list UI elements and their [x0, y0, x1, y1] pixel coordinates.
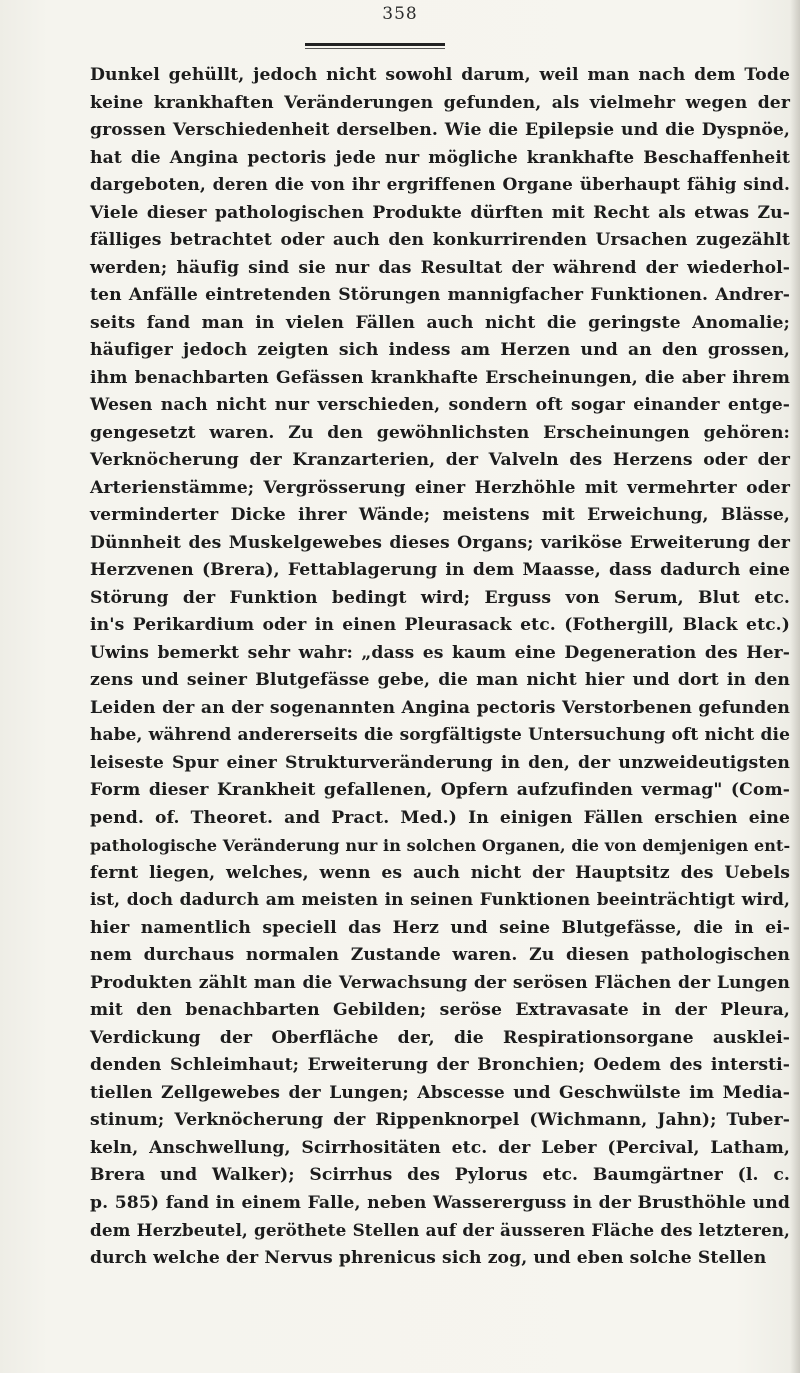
text-line: pend. of. Theoret. and Pract. Med.) In einigen Fällen erschien eine [90, 807, 790, 828]
text-line: keine krankhaften Veränderungen gefunden, als vielmehr wegen der [90, 92, 790, 113]
text-line: Verknöcherung der Kranzarterien, der Valveln des Herzens oder der [90, 450, 790, 470]
text-line: Arterienstämme; Vergrösserung einer Herzhöhle mit vermehrter oder [90, 477, 790, 498]
text-line: in's Perikardium oder in einen Pleurasack etc. (Fothergill, Black etc.) [90, 615, 790, 635]
text-line: mit den benachbarten Gebilden; seröse Extravasate in der Pleura, [90, 1000, 790, 1020]
text-line: durch welche der Nervus phrenicus sich zog, und eben solche Stellen [90, 1247, 767, 1268]
text-line: keln, Anschwellung, Scirrhositäten etc. der Leber (Percival, Latham, [90, 1137, 790, 1158]
text-line: Störung der Funktion bedingt wird; Erguss von Serum, Blut etc. [90, 587, 790, 608]
text-line: seits fand man in vielen Fällen auch nicht die geringste Anomalie; [90, 312, 790, 333]
text-line: gengesetzt waren. Zu den gewöhnlichsten Erscheinungen gehören: [90, 422, 790, 443]
page-number: 358 [382, 4, 418, 24]
text-line: pathologische Veränderung nur in solchen Organen, die von demjenigen ent- [90, 836, 791, 855]
body-text [90, 62, 790, 1272]
text-line: grossen Verschiedenheit derselben. Wie die Epilepsie und die Dyspnöe, [90, 120, 790, 140]
text-line: dem Herzbeutel, geröthete Stellen auf der äusseren Fläche des letzteren, [90, 1220, 790, 1240]
text-line: Produkten zählt man die Verwachsung der serösen Flächen der Lungen [90, 972, 790, 993]
text-line: fernt liegen, welches, wenn es auch nicht der Hauptsitz des Uebels [90, 862, 790, 883]
text-line: hier namentlich speciell das Herz und seine Blutgefässe, die in ei- [90, 917, 790, 938]
text-line: ist, doch dadurch am meisten in seinen Funktionen beeinträchtigt wird, [90, 890, 790, 910]
text-line: Leiden der an der sogenannten Angina pectoris Verstorbenen gefunden [90, 697, 790, 718]
text-line: Viele dieser pathologischen Produkte dürften mit Recht als etwas Zu- [90, 202, 790, 223]
text-line: nem durchaus normalen Zustande waren. Zu diesen pathologischen [90, 945, 790, 965]
text-line: Verdickung der Oberfläche der, die Respirationsorgane ausklei- [90, 1027, 790, 1048]
text-line: tiellen Zellgewebes der Lungen; Abscesse und Geschwülste im Media- [90, 1082, 790, 1103]
text-line: häufiger jedoch zeigten sich indess am Herzen und an den grossen, [90, 340, 790, 360]
text-line: hat die Angina pectoris jede nur mögliche krankhafte Beschaffenheit [90, 147, 790, 168]
text-line: Dunkel gehüllt, jedoch nicht sowohl darum, weil man nach dem Tode [90, 65, 790, 85]
text-line: habe, während andererseits die sorgfältigste Untersuchung oft nicht die [90, 725, 790, 745]
text-line: stinum; Verknöcherung der Rippenknorpel (Wichmann, Jahn); Tuber- [90, 1110, 790, 1130]
text-line: Brera und Walker); Scirrhus des Pylorus etc. Baumgärtner (l. c. [90, 1165, 790, 1185]
text-line: verminderter Dicke ihrer Wände; meistens mit Erweichung, Blässe, [90, 505, 790, 525]
text-line: fälliges betrachtet oder auch den konkurrirenden Ursachen zugezählt [90, 230, 790, 250]
text-line: Wesen nach nicht nur verschieden, sondern oft sogar einander entge- [90, 395, 790, 415]
header-rule [305, 43, 445, 46]
text-line: Herzvenen (Brera), Fettablagerung in dem Maasse, dass dadurch eine [90, 560, 790, 580]
text-line: Dünnheit des Muskelgewebes dieses Organs; variköse Erweiterung der [90, 532, 790, 553]
text-line: denden Schleimhaut; Erweiterung der Bronchien; Oedem des intersti- [90, 1055, 790, 1075]
text-line: zens und seiner Blutgefässe gebe, die man nicht hier und dort in den [90, 670, 790, 690]
page-edge-shadow [790, 0, 800, 1373]
text-line: werden; häufig sind sie nur das Resultat der während der wiederhol- [90, 257, 790, 278]
text-line: ihm benachbarten Gefässen krankhafte Erscheinungen, die aber ihrem [90, 367, 790, 388]
header-rule-thin [305, 48, 445, 49]
text-line: dargeboten, deren die von ihr ergriffenen Organe überhaupt fähig sind. [90, 175, 790, 195]
text-line: Form dieser Krankheit gefallenen, Opfern aufzufinden vermag" (Com- [90, 780, 790, 800]
text-line: ten Anfälle eintretenden Störungen mannigfacher Funktionen. Andrer- [90, 285, 790, 305]
text-line: Uwins bemerkt sehr wahr: „dass es kaum eine Degeneration des Her- [90, 642, 790, 663]
text-line: p. 585) fand in einem Falle, neben Wassererguss in der Brusthöhle und [90, 1192, 790, 1213]
text-line: leiseste Spur einer Strukturveränderung in den, der unzweideutigsten [90, 752, 790, 773]
